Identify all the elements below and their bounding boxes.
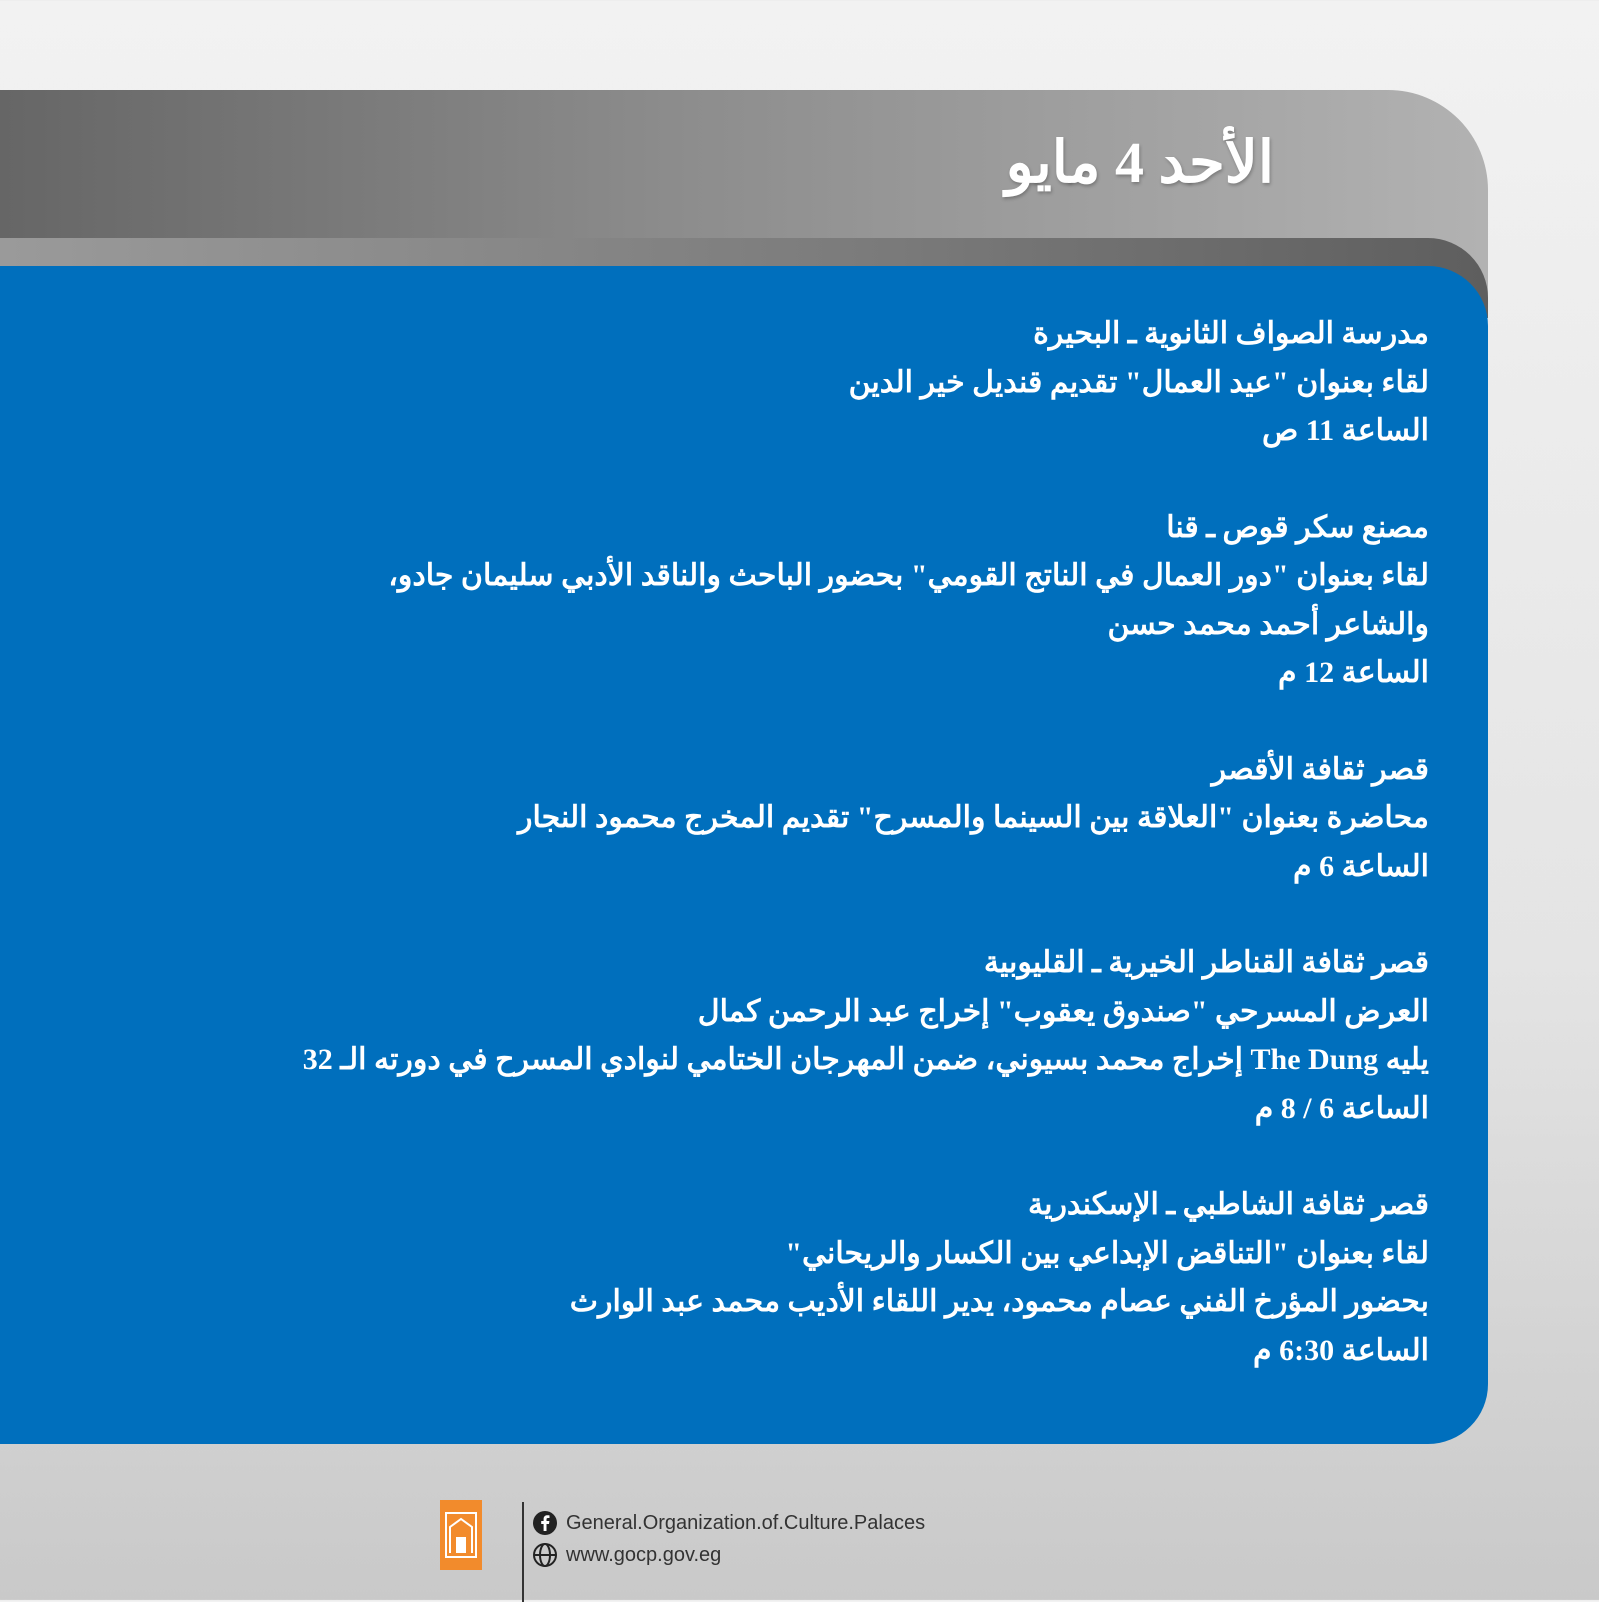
- event-venue: مدرسة الصواف الثانوية ـ البحيرة: [1033, 317, 1429, 350]
- event-item: [119, 1181, 1429, 1375]
- event-time: الساعة 6 م: [1293, 849, 1429, 883]
- website-link[interactable]: [532, 1542, 721, 1568]
- event-item: [119, 746, 1429, 892]
- facebook-icon: [532, 1510, 558, 1536]
- event-description: يليه The Dung إخراج محمد بسيوني، ضمن المهرجان الختامي لنوادي المسرح في دورته الـ 32: [302, 1043, 1429, 1076]
- event-time: الساعة 6:30 م: [1253, 1333, 1429, 1367]
- event-item: [119, 310, 1429, 456]
- event-description: بحضور المؤرخ الفني عصام محمود، يدير اللقاء الأديب محمد عبد الوارث: [569, 1285, 1429, 1318]
- organization-logo: [440, 1500, 482, 1570]
- event-time: الساعة 12 م: [1278, 656, 1429, 689]
- globe-icon: [532, 1542, 558, 1568]
- events-list: [119, 310, 1429, 1423]
- event-description: العرض المسرحي "صندوق يعقوب" إخراج عبد الرحمن كمال: [697, 994, 1429, 1028]
- event-time: الساعة 11 ص: [1261, 414, 1429, 447]
- building-icon: [444, 1507, 478, 1563]
- event-description: محاضرة بعنوان "العلاقة بين السينما والمسرح" تقديم المخرج محمود النجار: [517, 801, 1429, 834]
- facebook-link[interactable]: [532, 1510, 925, 1536]
- event-description: والشاعر أحمد محمد حسن: [1107, 607, 1429, 641]
- page-title: الأحد 4 مايو: [1005, 130, 1274, 195]
- event-description: لقاء بعنوان "عيد العمال" تقديم قنديل خير الدين: [848, 365, 1429, 399]
- event-description: لقاء بعنوان "التناقض الإبداعي بين الكسار والريحاني": [785, 1236, 1429, 1270]
- event-venue: قصر ثقافة الشاطبي ـ الإسكندرية: [1028, 1188, 1429, 1221]
- event-venue: مصنع سكر قوص ـ قنا: [1166, 510, 1429, 544]
- event-time: الساعة 6 / 8 م: [1254, 1091, 1429, 1125]
- event-item: [119, 504, 1429, 698]
- event-venue: قصر ثقافة القناطر الخيرية ـ القليوبية: [983, 946, 1429, 979]
- event-description: لقاء بعنوان "دور العمال في الناتج القومي" بحضور الباحث والناقد الأدبي سليمان جادو،: [388, 559, 1429, 592]
- website-url: www.gocp.gov.eg: [566, 1543, 722, 1566]
- facebook-page-name: General.Organization.of.Culture.Palaces: [566, 1511, 926, 1534]
- footer-divider: [522, 1502, 524, 1602]
- event-venue: قصر ثقافة الأقصر: [1211, 752, 1429, 786]
- event-item: [119, 939, 1429, 1133]
